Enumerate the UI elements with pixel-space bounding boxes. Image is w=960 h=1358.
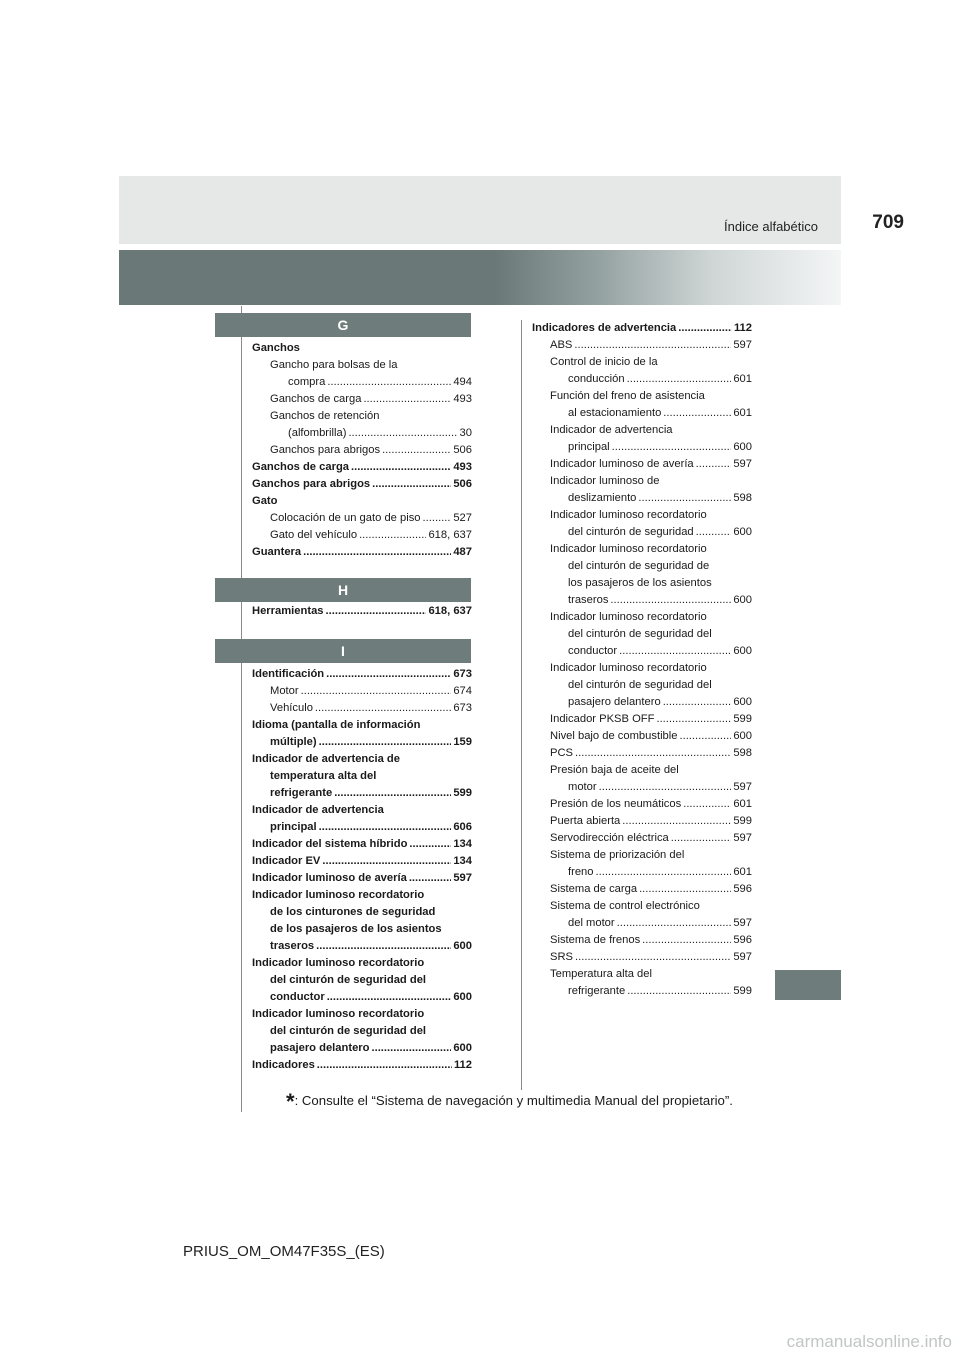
- letter-header-g: G: [215, 313, 471, 337]
- leader-dots: [575, 949, 731, 966]
- entry-page-ref[interactable]: 493: [453, 393, 472, 405]
- leader-dots: [627, 371, 732, 388]
- index-entry: [252, 819, 472, 836]
- index-entry-continued: [252, 904, 472, 921]
- entry-page-ref[interactable]: 600: [453, 1042, 472, 1054]
- entry-label: Ganchos para abrigos: [252, 478, 371, 490]
- entry-page-ref[interactable]: 134: [453, 855, 472, 867]
- leader-dots: [316, 938, 451, 955]
- index-entry: [532, 405, 752, 422]
- entry-label: traseros: [270, 940, 315, 952]
- leader-dots: [596, 864, 732, 881]
- entry-page-ref[interactable]: 30: [459, 427, 472, 439]
- index-entry: [532, 779, 752, 796]
- section-title: Índice alfabético: [724, 219, 818, 234]
- entry-label: múltiple): [270, 736, 317, 748]
- entry-label: Indicador luminoso recordatorio: [550, 509, 707, 521]
- entry-page-ref[interactable]: 599: [733, 713, 752, 725]
- index-entry-continued: [532, 575, 752, 592]
- entry-page-ref[interactable]: 598: [733, 747, 752, 759]
- entry-page-ref[interactable]: 600: [733, 526, 752, 538]
- index-entry: [252, 527, 472, 544]
- watermark: carmanualsonline.info: [786, 1332, 952, 1351]
- entry-page-ref[interactable]: 597: [733, 951, 752, 963]
- entry-label: Servodirección eléctrica: [550, 832, 669, 844]
- entry-label: deslizamiento: [568, 492, 637, 504]
- entry-label: Indicador luminoso recordatorio: [252, 1008, 425, 1020]
- index-entry: [252, 442, 472, 459]
- leader-dots: [612, 439, 732, 456]
- entry-label: Indicador de advertencia de: [252, 753, 400, 765]
- left-column-rule: [241, 306, 242, 1112]
- entry-label: Presión baja de aceite del: [550, 764, 679, 776]
- entry-page-ref[interactable]: 673: [453, 702, 472, 714]
- entry-label: al estacionamiento: [568, 407, 662, 419]
- entry-page-ref[interactable]: 600: [733, 441, 752, 453]
- leader-dots: [610, 592, 731, 609]
- letter-header-i: I: [215, 639, 471, 663]
- entry-label: Indicador luminoso recordatorio: [252, 889, 425, 901]
- index-entry: [252, 666, 472, 683]
- entry-label: Indicador luminoso de: [550, 475, 660, 487]
- entry-label: del cinturón de seguridad: [568, 526, 694, 538]
- entry-page-ref[interactable]: 597: [733, 339, 752, 351]
- entry-page-ref[interactable]: 606: [453, 821, 472, 833]
- middle-column-rule: [521, 320, 522, 1090]
- entry-page-ref[interactable]: 601: [733, 373, 752, 385]
- index-entry: [532, 949, 752, 966]
- entry-label: Ganchos para abrigos: [270, 444, 381, 456]
- entry-label: del motor: [568, 917, 615, 929]
- index-entry-continued: [532, 660, 752, 677]
- leader-dots: [638, 490, 731, 507]
- index-entry-continued: [252, 357, 472, 374]
- entry-page-ref[interactable]: 598: [733, 492, 752, 504]
- leader-dots: [678, 320, 732, 337]
- entry-page-ref[interactable]: 493: [453, 461, 472, 473]
- entry-label: Gato del vehículo: [270, 529, 358, 541]
- leader-dots: [334, 785, 451, 802]
- entry-label: de los pasajeros de los asientos: [270, 923, 442, 935]
- index-entry-continued: [252, 408, 472, 425]
- entry-page-ref[interactable]: 618, 637: [428, 605, 472, 617]
- leader-dots: [326, 666, 451, 683]
- entry-page-ref[interactable]: 600: [453, 991, 472, 1003]
- entry-page-ref[interactable]: 112: [733, 322, 752, 334]
- index-entry: [532, 371, 752, 388]
- index-entry-continued: [532, 966, 752, 983]
- index-entry-continued: [532, 898, 752, 915]
- entry-page-ref[interactable]: 600: [733, 730, 752, 742]
- entry-label: (alfombrilla): [288, 427, 347, 439]
- index-entry-continued: [532, 626, 752, 643]
- index-entry-continued: [252, 802, 472, 819]
- entry-page-ref[interactable]: 599: [733, 985, 752, 997]
- entry-label: Ganchos: [252, 342, 300, 354]
- index-entry: [252, 785, 472, 802]
- entry-label: Sistema de priorización del: [550, 849, 685, 861]
- index-entry: [252, 603, 472, 620]
- index-entry: [532, 813, 752, 830]
- entry-label: Nivel bajo de combustible: [550, 730, 678, 742]
- entry-label: los pasajeros de los asientos: [568, 577, 712, 589]
- entry-label: Sistema de carga: [550, 883, 638, 895]
- entry-page-ref[interactable]: 673: [453, 668, 472, 680]
- leader-dots: [359, 527, 426, 544]
- index-entry-continued: [252, 972, 472, 989]
- leader-dots: [327, 374, 451, 391]
- entry-label: Indicador luminoso recordatorio: [550, 662, 707, 674]
- entry-label: pasajero delantero: [270, 1042, 370, 1054]
- entry-page-ref[interactable]: 112: [453, 1059, 472, 1071]
- entry-label: Idioma (pantalla de información: [252, 719, 421, 731]
- index-entry: [252, 1040, 472, 1057]
- index-entry-continued: [252, 768, 472, 785]
- leader-dots: [696, 456, 732, 473]
- index-entry: [532, 320, 752, 337]
- entry-page-ref[interactable]: 596: [733, 934, 752, 946]
- entry-label: Gato: [252, 495, 278, 507]
- entry-page-ref[interactable]: 597: [733, 917, 752, 929]
- leader-dots: [663, 405, 731, 422]
- entry-label: pasajero delantero: [568, 696, 661, 708]
- index-entry-continued: [532, 354, 752, 371]
- leader-dots: [696, 524, 732, 541]
- index-entry: [252, 870, 472, 887]
- leader-dots: [372, 476, 451, 493]
- leader-dots: [327, 989, 452, 1006]
- entry-label: ABS: [550, 339, 573, 351]
- entry-label: Función del freno de asistencia: [550, 390, 705, 402]
- index-entry: [532, 983, 752, 1000]
- index-entry: [252, 459, 472, 476]
- leader-dots: [683, 796, 731, 813]
- entry-label: temperatura alta del: [270, 770, 377, 782]
- entry-label: Identificación: [252, 668, 325, 680]
- entry-label: conductor: [568, 645, 618, 657]
- index-entry: [532, 337, 752, 354]
- index-entry-continued: [532, 473, 752, 490]
- leader-dots: [627, 983, 731, 1000]
- index-entry-continued: [532, 847, 752, 864]
- leader-dots: [679, 728, 731, 745]
- index-entry: [532, 830, 752, 847]
- entry-page-ref[interactable]: 159: [453, 736, 472, 748]
- entry-page-ref[interactable]: 600: [733, 594, 752, 606]
- leader-dots: [599, 779, 732, 796]
- entry-page-ref[interactable]: 674: [453, 685, 472, 697]
- entry-label: Indicador de advertencia: [550, 424, 673, 436]
- entry-label: refrigerante: [270, 787, 333, 799]
- index-entry: [252, 836, 472, 853]
- index-thumb-tab[interactable]: [775, 970, 841, 1000]
- index-entry-continued: [252, 340, 472, 357]
- index-entry: [532, 490, 752, 507]
- entry-page-ref[interactable]: 599: [733, 815, 752, 827]
- index-list-g: [252, 340, 472, 561]
- entry-label: Indicador luminoso recordatorio: [550, 543, 707, 555]
- entry-page-ref[interactable]: 506: [453, 444, 472, 456]
- entry-label: Motor: [270, 685, 299, 697]
- index-entry-continued: [252, 921, 472, 938]
- index-entry: [532, 456, 752, 473]
- entry-label: Gancho para bolsas de la: [270, 359, 398, 371]
- footnote-text: : Consulte el “Sistema de navegación y multimedia Manual del propietario”.: [294, 1093, 733, 1108]
- index-entry: [532, 881, 752, 898]
- index-entry: [532, 745, 752, 762]
- entry-label: Indicador PKSB OFF: [550, 713, 655, 725]
- index-entry: [252, 734, 472, 751]
- index-entry-continued: [532, 422, 752, 439]
- leader-dots: [617, 915, 732, 932]
- index-entry: [252, 683, 472, 700]
- entry-label: Puerta abierta: [550, 815, 621, 827]
- entry-label: de los cinturones de seguridad: [270, 906, 436, 918]
- leader-dots: [423, 510, 452, 527]
- entry-label: Ganchos de retención: [270, 410, 380, 422]
- entry-label: del cinturón de seguridad de: [568, 560, 710, 572]
- leader-dots: [409, 870, 452, 887]
- footnote-asterisk: *: [286, 1089, 295, 1114]
- leader-dots: [663, 694, 732, 711]
- index-entry-continued: [532, 609, 752, 626]
- entry-page-ref[interactable]: 600: [733, 645, 752, 657]
- leader-dots: [363, 391, 451, 408]
- entry-page-ref[interactable]: 597: [453, 872, 472, 884]
- entry-label: Indicador EV: [252, 855, 321, 867]
- leader-dots: [317, 1057, 452, 1074]
- leader-dots: [639, 881, 731, 898]
- index-entry-continued: [252, 751, 472, 768]
- gradient-banner: [119, 250, 841, 305]
- index-entry: [532, 932, 752, 949]
- leader-dots: [409, 836, 451, 853]
- leader-dots: [319, 734, 452, 751]
- entry-page-ref[interactable]: 597: [733, 458, 752, 470]
- index-list-i: [252, 666, 472, 1074]
- leader-dots: [326, 603, 427, 620]
- page-number: 709: [872, 212, 904, 233]
- entry-label: Indicador de advertencia: [252, 804, 384, 816]
- entry-label: Herramientas: [252, 605, 324, 617]
- document-code: PRIUS_OM_OM47F35S_(ES): [183, 1243, 385, 1260]
- index-entry: [252, 853, 472, 870]
- entry-label: Indicadores de advertencia: [532, 322, 677, 334]
- index-entry-continued: [252, 955, 472, 972]
- entry-label: freno: [568, 866, 594, 878]
- entry-label: Control de inicio de la: [550, 356, 658, 368]
- entry-label: Vehículo: [270, 702, 313, 714]
- leader-dots: [319, 819, 452, 836]
- entry-label: refrigerante: [568, 985, 626, 997]
- entry-label: Sistema de frenos: [550, 934, 641, 946]
- leader-dots: [642, 932, 731, 949]
- leader-dots: [671, 830, 732, 847]
- index-list-right: [532, 320, 752, 1000]
- leader-dots: [371, 1040, 451, 1057]
- leader-dots: [322, 853, 451, 870]
- entry-label: compra: [288, 376, 326, 388]
- entry-label: traseros: [568, 594, 609, 606]
- entry-page-ref[interactable]: 597: [733, 781, 752, 793]
- entry-page-ref[interactable]: 599: [453, 787, 472, 799]
- index-entry-continued: [532, 507, 752, 524]
- index-entry: [252, 425, 472, 442]
- entry-label: conducción: [568, 373, 625, 385]
- index-entry-continued: [252, 887, 472, 904]
- leader-dots: [348, 425, 457, 442]
- entry-page-ref[interactable]: 506: [453, 478, 472, 490]
- index-entry-continued: [252, 493, 472, 510]
- index-list-h: [252, 603, 472, 620]
- leader-dots: [351, 459, 451, 476]
- index-entry: [252, 1057, 472, 1074]
- index-entry: [532, 796, 752, 813]
- index-entry: [532, 439, 752, 456]
- index-entry-continued: [532, 388, 752, 405]
- entry-label: Colocación de un gato de piso: [270, 512, 421, 524]
- leader-dots: [303, 544, 451, 561]
- entry-page-ref[interactable]: 134: [453, 838, 472, 850]
- entry-page-ref[interactable]: 487: [453, 546, 472, 558]
- index-entry: [532, 728, 752, 745]
- entry-label: Sistema de control electrónico: [550, 900, 700, 912]
- index-entry: [532, 864, 752, 881]
- entry-label: conductor: [270, 991, 325, 1003]
- entry-label: Ganchos de carga: [252, 461, 349, 473]
- index-entry: [532, 915, 752, 932]
- leader-dots: [656, 711, 731, 728]
- index-entry: [252, 700, 472, 717]
- index-entry: [252, 510, 472, 527]
- entry-label: Indicadores: [252, 1059, 315, 1071]
- entry-page-ref[interactable]: 600: [453, 940, 472, 952]
- index-entry: [252, 544, 472, 561]
- index-entry: [252, 374, 472, 391]
- leader-dots: [382, 442, 451, 459]
- index-entry: [532, 592, 752, 609]
- index-entry-continued: [532, 762, 752, 779]
- entry-label: Presión de los neumáticos: [550, 798, 682, 810]
- index-entry-continued: [532, 677, 752, 694]
- index-entry: [252, 989, 472, 1006]
- entry-page-ref[interactable]: 601: [733, 407, 752, 419]
- entry-label: Indicador luminoso recordatorio: [252, 957, 425, 969]
- entry-label: del cinturón de seguridad del: [568, 679, 712, 691]
- index-entry-continued: [532, 541, 752, 558]
- index-entry: [532, 524, 752, 541]
- entry-label: principal: [270, 821, 317, 833]
- leader-dots: [622, 813, 731, 830]
- entry-page-ref[interactable]: 600: [733, 696, 752, 708]
- entry-page-ref[interactable]: 601: [733, 866, 752, 878]
- entry-label: Indicador luminoso de avería: [550, 458, 694, 470]
- entry-page-ref[interactable]: 618, 637: [428, 529, 472, 541]
- entry-label: del cinturón de seguridad del: [270, 1025, 427, 1037]
- entry-page-ref[interactable]: 527: [453, 512, 472, 524]
- entry-label: SRS: [550, 951, 574, 963]
- index-entry-continued: [532, 558, 752, 575]
- leader-dots: [574, 337, 731, 354]
- leader-dots: [619, 643, 731, 660]
- index-entry: [252, 938, 472, 955]
- entry-page-ref[interactable]: 597: [733, 832, 752, 844]
- index-entry: [252, 391, 472, 408]
- entry-label: Ganchos de carga: [270, 393, 362, 405]
- entry-label: del cinturón de seguridad del: [270, 974, 427, 986]
- entry-label: principal: [568, 441, 610, 453]
- entry-label: motor: [568, 781, 597, 793]
- leader-dots: [301, 683, 452, 700]
- index-entry-continued: [252, 1023, 472, 1040]
- entry-page-ref[interactable]: 596: [733, 883, 752, 895]
- index-entry: [532, 643, 752, 660]
- index-entry: [252, 476, 472, 493]
- letter-header-h: H: [215, 578, 471, 602]
- entry-label: Indicador luminoso recordatorio: [550, 611, 707, 623]
- entry-label: del cinturón de seguridad del: [568, 628, 712, 640]
- entry-label: Guantera: [252, 546, 302, 558]
- entry-label: Indicador luminoso de avería: [252, 872, 407, 884]
- leader-dots: [575, 745, 731, 762]
- index-entry-continued: [252, 717, 472, 734]
- entry-page-ref[interactable]: 494: [453, 376, 472, 388]
- entry-label: PCS: [550, 747, 574, 759]
- index-entry: [532, 711, 752, 728]
- index-entry: [532, 694, 752, 711]
- entry-label: Indicador del sistema híbrido: [252, 838, 408, 850]
- entry-page-ref[interactable]: 601: [733, 798, 752, 810]
- footnote: [286, 1089, 733, 1115]
- index-entry-continued: [252, 1006, 472, 1023]
- leader-dots: [315, 700, 451, 717]
- entry-label: Temperatura alta del: [550, 968, 652, 980]
